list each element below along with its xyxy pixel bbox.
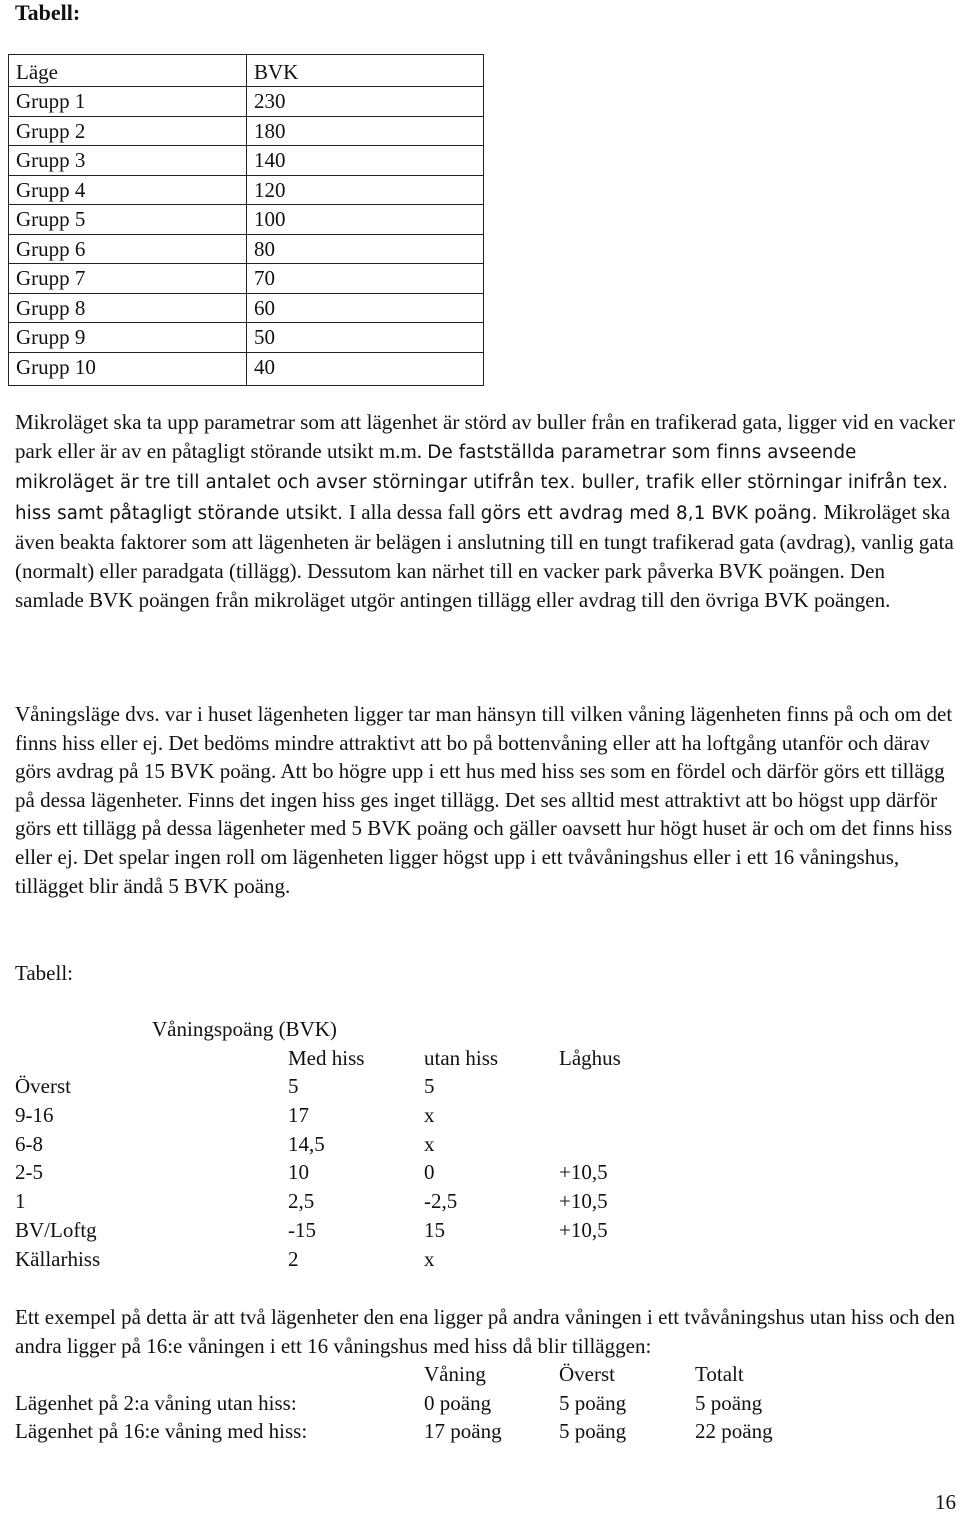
table-cell: 17 poäng <box>424 1419 502 1444</box>
table-cell: +10,5 <box>559 1189 608 1214</box>
table-header-cell: BVK <box>247 55 484 87</box>
column-header: utan hiss <box>424 1045 499 1070</box>
table-cell: 5 poäng <box>559 1419 627 1444</box>
page-number: 16 <box>935 1490 956 1514</box>
table-cell: +10,5 <box>559 1217 608 1242</box>
table-row <box>9 205 484 235</box>
paragraph-text: De fastställda parametrar som finns avseende mikroläget är tre till antalet och avser störningar utifrån tex. buller, trafik eller störningar inifrån tex. hiss samt påtagligt störande utsikt. <box>15 441 949 524</box>
table-cell: 5 <box>424 1074 435 1099</box>
table-cell: 0 <box>424 1160 435 1185</box>
table-row <box>9 234 484 264</box>
table-cell: Grupp 4 <box>9 175 247 205</box>
table-row <box>9 87 484 117</box>
table-cell: 60 <box>247 293 484 323</box>
page-heading: Tabell: <box>15 0 81 25</box>
row-label: BV/Loftg <box>15 1217 97 1242</box>
row-label: 2-5 <box>15 1160 43 1185</box>
table-cell: Grupp 5 <box>9 205 247 235</box>
table-cell: 80 <box>247 234 484 264</box>
table-row <box>9 264 484 294</box>
table-row <box>9 293 484 323</box>
table-title: Våningspoäng (BVK) <box>152 1017 337 1041</box>
table-row <box>9 175 484 205</box>
table-cell: 120 <box>247 175 484 205</box>
table-cell: 140 <box>247 146 484 176</box>
row-label: Lägenhet på 2:a våning utan hiss: <box>15 1390 297 1415</box>
table-header-row <box>9 55 484 87</box>
table-cell: 15 <box>424 1217 445 1242</box>
table-cell: Grupp 6 <box>9 234 247 264</box>
table-cell: 50 <box>247 323 484 353</box>
table-cell: Grupp 3 <box>9 146 247 176</box>
table-cell: 100 <box>247 205 484 235</box>
table-row <box>9 323 484 353</box>
table-cell: Grupp 2 <box>9 116 247 146</box>
table-cell: -2,5 <box>424 1189 458 1214</box>
row-label: 6-8 <box>15 1131 43 1156</box>
table-cell: x <box>424 1246 435 1271</box>
table-cell: 22 poäng <box>695 1419 773 1444</box>
column-header: Totalt <box>695 1362 744 1386</box>
table-cell: -15 <box>288 1217 316 1242</box>
row-label: Lägenhet på 16:e våning med hiss: <box>15 1419 308 1444</box>
table-cell: 70 <box>247 264 484 294</box>
table-cell: 2 <box>288 1246 299 1271</box>
table-cell: Grupp 10 <box>9 352 247 386</box>
vaningslage-paragraph: Våningsläge dvs. var i huset lägenheten ligger tar man hänsyn till vilken våning lägenheten finns på och om det finns hiss eller ej. Det bedöms mindre attraktivt att bo på bottenvåning eller att ha loftgång utanför och därav görs avdrag på 15 BVK poäng. Att bo högre upp i ett hus med hiss ses som en fördel och därför görs ett tillägg på dessa lägenheter. Finns det ingen hiss ges inget tillägg. Det ses alltid mest attraktivt att bo högst upp därför görs ett tillägg på dessa lägenheter med 5 BVK poäng och gäller oavsett hur högt huset är och om det finns hiss eller ej. Det spelar ingen roll om lägenheten ligger högst upp i ett tvåvåningshus eller i ett 16 våningshus, tillägget blir ändå 5 BVK poäng. <box>15 702 953 898</box>
table-cell: Grupp 1 <box>9 87 247 117</box>
table-cell: 0 poäng <box>424 1390 492 1415</box>
table-cell: 17 <box>288 1103 309 1128</box>
mikrolage-paragraph <box>15 408 956 614</box>
table-cell: Grupp 9 <box>9 323 247 353</box>
paragraph-text: Mikroläget ska ta upp parametrar som att lägenhet är störd av buller från en trafikerad gata, ligger vid en vacker park eller är av en påtagligt störande utsikt m.m. <box>15 410 955 463</box>
table-cell: 180 <box>247 116 484 146</box>
table-cell: +10,5 <box>559 1160 608 1185</box>
row-label: 9-16 <box>15 1103 54 1128</box>
column-header: Låghus <box>559 1045 621 1070</box>
paragraph-text: Mikroläget ska även beakta faktorer som att lägenheten är belägen i anslutning till en tungt trafikerad gata (avdrag), vanlig gata (normalt) eller paradgata (tillägg). Dessutom kan närhet till en vacker park påverka BVK poängen. Den samlade BVK poängen från mikroläget utgör antingen tillägg eller avdrag till den övriga BVK poängen. <box>15 499 954 612</box>
table-row <box>9 116 484 146</box>
table-cell: x <box>424 1131 435 1156</box>
paragraph-text: I alla dessa fall <box>349 499 481 524</box>
table-cell: 40 <box>247 352 484 386</box>
table-cell: 5 poäng <box>559 1390 627 1415</box>
table-row <box>9 146 484 176</box>
row-label: 1 <box>15 1189 26 1214</box>
table-label: Tabell: <box>15 961 74 985</box>
example-paragraph: Ett exempel på detta är att två lägenheter den ena ligger på andra våningen i ett tvåvåningshus utan hiss och den andra ligger på 16:e våningen i ett 16 våningshus med hiss då blir tilläggen: <box>15 1305 955 1358</box>
column-header: Våning <box>424 1362 486 1386</box>
table-cell: 2,5 <box>288 1189 315 1214</box>
table-cell: x <box>424 1103 435 1128</box>
table-cell: 5 <box>288 1074 299 1099</box>
table-cell: 5 poäng <box>695 1390 763 1415</box>
table-cell: Grupp 8 <box>9 293 247 323</box>
paragraph-text: görs ett avdrag med 8,1 BVK poäng. <box>480 502 824 524</box>
table-cell: 10 <box>288 1160 309 1185</box>
table-header-cell: Läge <box>9 55 247 87</box>
table-row <box>9 352 484 386</box>
bvk-group-table <box>8 54 484 386</box>
table-cell: 14,5 <box>288 1131 325 1156</box>
table-cell: 230 <box>247 87 484 117</box>
column-header: Överst <box>559 1362 615 1386</box>
row-label: Källarhiss <box>15 1246 101 1271</box>
column-header: Med hiss <box>288 1045 365 1070</box>
row-label: Överst <box>15 1074 71 1099</box>
table-cell: Grupp 7 <box>9 264 247 294</box>
